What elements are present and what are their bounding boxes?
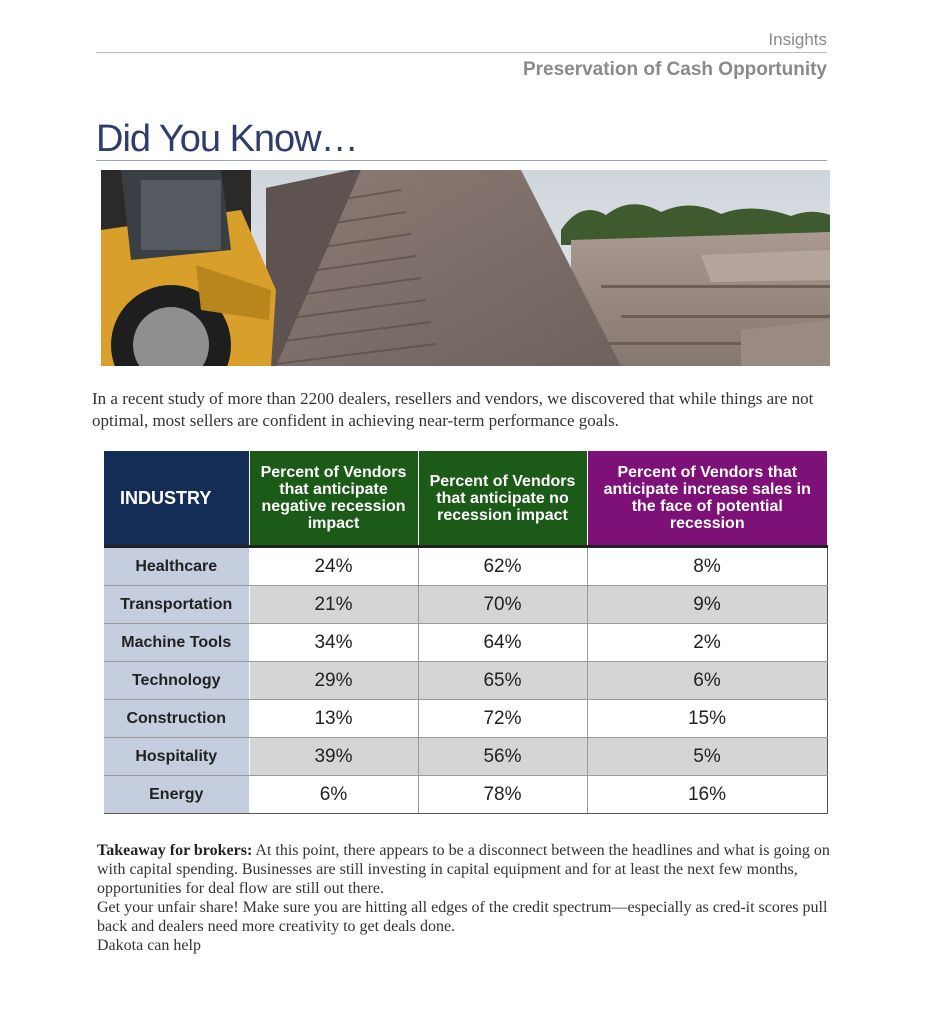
industry-cell: Energy	[104, 776, 249, 814]
no-impact-cell: 72%	[418, 700, 587, 738]
takeaway-label: Takeaway for brokers:	[97, 842, 253, 859]
takeaway-section	[97, 841, 832, 955]
industry-cell: Healthcare	[104, 547, 249, 586]
quarry-photo	[101, 170, 830, 366]
industry-cell: Construction	[104, 700, 249, 738]
increase-cell: 8%	[587, 547, 827, 586]
negative-cell: 34%	[249, 624, 418, 662]
negative-cell: 13%	[249, 700, 418, 738]
increase-cell: 16%	[587, 776, 827, 814]
table-row	[104, 738, 827, 776]
increase-cell: 15%	[587, 700, 827, 738]
industry-cell: Hospitality	[104, 738, 249, 776]
industry-cell: Technology	[104, 662, 249, 700]
table-row	[104, 776, 827, 814]
takeaway-line-2: Get your unfair share! Make sure you are hitting all edges of the credit spectrum—especially as cred-it scores pull back and dealers need more creativity to get deals done.	[97, 899, 828, 935]
increase-cell: 2%	[587, 624, 827, 662]
table-header-row	[104, 451, 827, 547]
no-impact-cell: 70%	[418, 586, 587, 624]
increase-cell: 6%	[587, 662, 827, 700]
no-impact-cell: 65%	[418, 662, 587, 700]
header-increase-sales: Percent of Vendors that anticipate increase sales in the face of potential recession	[587, 451, 827, 547]
negative-cell: 6%	[249, 776, 418, 814]
section-label: Insights	[768, 30, 827, 49]
takeaway-line-3: Dakota can help	[97, 937, 201, 954]
document-title: Preservation of Cash Opportunity	[522, 59, 827, 80]
headline: Did You Know…	[96, 118, 358, 160]
no-impact-cell: 62%	[418, 547, 587, 586]
headline-divider	[96, 160, 827, 161]
table-row	[104, 547, 827, 586]
table-row	[104, 586, 827, 624]
negative-cell: 24%	[249, 547, 418, 586]
header-no-impact: Percent of Vendors that anticipate no recession impact	[418, 451, 587, 547]
takeaway-text: At this point, there appears to be a disconnect between the headlines and what is going on with capital spending. Businesses are still investing in capital equipment and for at least the next few months, opportunities for deal flow are still out there.	[97, 842, 830, 897]
recession-impact-table	[104, 451, 828, 814]
table-row	[104, 624, 827, 662]
industry-cell: Machine Tools	[104, 624, 249, 662]
increase-cell: 5%	[587, 738, 827, 776]
table-row	[104, 662, 827, 700]
no-impact-cell: 64%	[418, 624, 587, 662]
no-impact-cell: 78%	[418, 776, 587, 814]
table-row	[104, 700, 827, 738]
negative-cell: 39%	[249, 738, 418, 776]
header-industry: INDUSTRY	[104, 451, 249, 547]
industry-cell: Transportation	[104, 586, 249, 624]
takeaway-paragraph	[97, 841, 832, 898]
negative-cell: 29%	[249, 662, 418, 700]
increase-cell: 9%	[587, 586, 827, 624]
header-divider	[96, 52, 827, 53]
intro-paragraph: In a recent study of more than 2200 dealers, resellers and vendors, we discovered that while things are not optimal, most sellers are confident in achieving near-term performance goals.	[92, 389, 814, 430]
negative-cell: 21%	[249, 586, 418, 624]
no-impact-cell: 56%	[418, 738, 587, 776]
header-negative-impact: Percent of Vendors that anticipate negative recession impact	[249, 451, 418, 547]
